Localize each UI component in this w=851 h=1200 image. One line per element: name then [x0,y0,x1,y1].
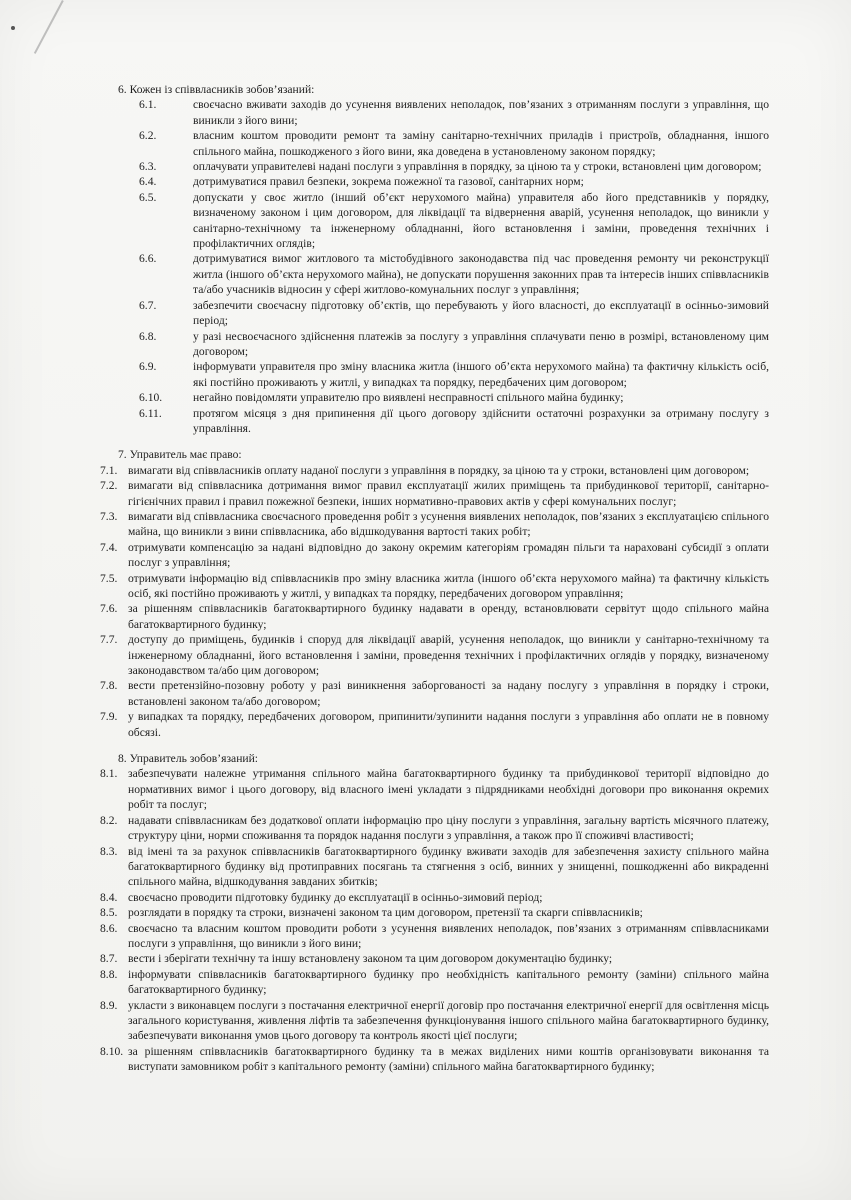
item-text: дотримуватися правил безпеки, зокрема пожежної та газової, санітарних норм; [193,175,584,189]
item-number: 7.4. [100,540,118,554]
section-8-list [0,766,851,1074]
item-number: 6.7. [139,298,157,312]
list-item [0,540,851,571]
item-number: 8.8. [100,967,118,981]
list-item [0,174,851,189]
page-fold-mark [34,0,64,54]
list-item [0,128,851,159]
item-text: вимагати від співвласника своєчасного проведення робіт з усунення виявлених неполадок, пов’язаних з експлуатацією спільного майна, що виникли з вини співвласника, або відшкодування вартості таких робіт; [128,509,769,539]
item-number: 6.3. [139,160,157,174]
item-text: негайно повідомляти управителю про виявлені несправності спільного майна будинку; [193,391,624,405]
item-number: 6.10. [139,391,163,405]
list-item [0,967,851,998]
item-number: 8.3. [100,844,118,858]
item-text: вести і зберігати технічну та іншу встановлену законом та цим договором документацію будинку; [128,952,613,966]
item-text: вимагати від співвласника дотримання вимог правил експлуатації жилих приміщень та прибудинкової території, санітарно-гігієнічних правил і правил пожежної безпеки, інших нормативно-правових актів у сфері комунальних послуг; [128,479,769,508]
scan-speck [11,26,15,30]
item-text: власним коштом проводити ремонт та заміну санітарно-технічних приладів і пристроїв, обладнання, іншого спільного майна, пошкодженого з його вини, яка доведена в установленому законом порядку; [193,129,769,158]
item-number: 6.1. [139,98,157,112]
item-text: інформувати співвласників багатоквартирного будинку про необхідність капітального ремонту (заміни) спільного майна багатоквартирного будинку; [128,967,769,997]
item-text: у випадках та порядку, передбачених договором, припинити/зупинити надання послуги з управління або оплати не в повному обсязі. [128,710,769,739]
list-item [0,359,851,390]
list-item [0,921,851,952]
list-item [0,905,851,920]
list-item [0,678,851,709]
list-item [0,390,851,405]
item-number: 7.7. [100,633,118,647]
document-body [0,82,851,1075]
list-item [0,406,851,437]
item-number: 8.5. [100,906,118,920]
item-number: 8.9. [100,998,118,1012]
item-text: вести претензійно-позовну роботу у разі виникнення заборгованості за надану послугу з управління в порядку і строки, встановлені законом та/або договором; [128,679,769,708]
item-number: 8.2. [100,813,118,827]
item-text: отримувати інформацію від співвласників про зміну власника житла (іншого об’єкта нерухомого майна) та фактичну кількість осіб, які постійно проживають у житлі, у випадках та порядку, передбачених договором управління; [128,571,769,600]
item-text: забезпечувати належне утримання спільного майна багатоквартирного будинку та прибудинкової території відповідно до нормативних вимог і цього договору, від власного імені укладати з підрядниками необхідні договори про виконання окремих робіт та послуг; [128,767,769,812]
list-item [0,813,851,844]
item-text: дотримуватися вимог житлового та містобудівного законодавства під час проведення ремонту чи реконструкції житла (іншого об’єкта нерухомого майна), не допускати порушення законних прав та інтересів інших співвласників та/або учасників відносин у сфері житлово-комунальних послуг з управління; [193,252,769,297]
item-text: інформувати управителя про зміну власника житла (іншого об’єкта нерухомого майна) та фактичну кількість осіб, які постійно проживають у житлі, у випадках та порядку, передбачених цим договором; [193,360,769,389]
list-item [0,509,851,540]
item-text: надавати співвласникам без додаткової оплати інформацію про ціну послуги з управління, загальну вартість місячного платежу, структуру ціни, норми споживання та порядок надання послуги з управління, а також про її споживчі властивості; [128,813,769,843]
section-6-heading: 6. Кожен із співвласників зобов’язаний: [118,83,315,96]
list-item [0,890,851,905]
item-number: 7.9. [100,710,118,724]
list-item [0,766,851,812]
item-number: 8.7. [100,952,118,966]
item-text: забезпечити своєчасну підготовку об’єктів, що перебувають у його власності, до експлуатації в осінньо-зимовий період; [193,298,769,328]
list-item [0,329,851,360]
item-number: 6.6. [139,252,157,266]
list-item [0,251,851,297]
list-item [0,463,851,478]
item-number: 8.1. [100,767,118,781]
item-text: доступу до приміщень, будинків і споруд для ліквідації аварій, усунення неполадок, що виникли у санітарно-технічному та інженерному обладнанні, його встановлення і заміни, проведення технічних і профілактичних оглядів у порядку, визначеному законодавством та/або цим договором; [128,633,769,678]
item-number: 7.6. [100,602,118,616]
item-text: оплачувати управителеві надані послуги з управління в порядку, за ціною та у строки, встановлені цим договором; [193,160,762,174]
item-text: за рішенням співвласників багатоквартирного будинку надавати в оренду, встановлювати сервітут щодо спільного майна багатоквартирного будинку; [128,602,769,631]
section-6-list [0,97,851,436]
list-item [0,97,851,128]
item-number: 7.3. [100,509,118,523]
item-number: 6.4. [139,175,157,189]
list-item [0,632,851,678]
item-text: укласти з виконавцем послуги з постачання електричної енергії договір про постачання електричної енергії для освітлення місць загального користування, живлення ліфтів та забезпечення функціонування іншого спільного майна багатоквартирного будинку, забезпечувати виконання умов цього договору та контроль якості цієї послуги; [128,998,769,1043]
section-6 [0,82,851,436]
list-item [0,190,851,252]
item-number: 7.1. [100,463,118,477]
list-item [0,478,851,509]
list-item [0,844,851,890]
item-text: своєчасно та власним коштом проводити роботи з усунення виявлених неполадок, пов’язаних з отриманням співвласниками послуги з управління, що виникли з його вини; [128,921,769,950]
list-item [0,159,851,174]
section-8 [0,751,851,1075]
section-7-list [0,463,851,740]
item-number: 6.8. [139,329,157,343]
section-8-heading: 8. Управитель зобов’язаний: [118,752,259,766]
item-number: 7.5. [100,571,118,585]
item-text: протягом місяця з дня припинення дії цього договору здійснити остаточні розрахунки за отриману послугу з управління. [193,406,769,435]
section-7 [0,447,851,740]
item-text: своєчасно проводити підготовку будинку до експлуатації в осінньо-зимовий період; [128,890,543,904]
list-item [0,601,851,632]
item-text: вимагати від співвласників оплату наданої послуги з управління в порядку, за ціною та у строки, встановлені цим договором; [128,463,750,477]
item-number: 8.6. [100,921,118,935]
item-number: 8.10. [100,1044,124,1058]
list-item [0,571,851,602]
list-item [0,298,851,329]
item-text: за рішенням співвласників багатоквартирного будинку та в межах виділених ними коштів організовувати виконання та виступати замовником робіт з капітального ремонту (заміни) спільного майна багатоквартирного будинку; [128,1044,769,1074]
item-number: 7.2. [100,479,118,493]
item-number: 6.11. [139,406,162,420]
item-text: від імені та за рахунок співвласників багатоквартирного будинку вживати заходів для забезпечення захисту спільного майна багатоквартирного будинку від протиправних посягань та стягнення з осіб, винних у знищенні, пошкодженні або викраденні спільного майна, відшкодування завданих збитків; [128,844,769,889]
item-text: отримувати компенсацію за надані відповідно до закону окремим категоріям громадян пільги та нараховані субсидії з оплати послуг з управління; [128,540,769,570]
item-number: 7.8. [100,679,118,693]
item-text: допускати у своє житло (інший об’єкт нерухомого майна) управителя або його представників у порядку, визначеному законом і цим договором, для ліквідації та відвернення аварій, усунення неполадок, що виникли у санітарно-технічному та інженерному обладнанні, його встановлення і заміни, проведення технічних і профілактичних оглядів; [193,190,769,251]
item-number: 6.2. [139,129,157,143]
section-7-heading: 7. Управитель має право: [118,448,242,462]
item-number: 6.9. [139,360,157,374]
list-item [0,951,851,966]
list-item [0,709,851,740]
list-item [0,1044,851,1075]
item-number: 8.4. [100,890,118,904]
item-text: своєчасно вживати заходів до усунення виявлених неполадок, пов’язаних з отриманням послуги з управління, що виникли з його вини; [193,98,769,127]
item-text: у разі несвоєчасного здійснення платежів за послугу з управління сплачувати пеню в розмірі, встановленому цим договором; [193,329,769,358]
item-number: 6.5. [139,190,157,204]
item-text: розглядати в порядку та строки, визначені законом та цим договором, претензії та скарги співвласників; [128,906,643,920]
list-item [0,998,851,1044]
